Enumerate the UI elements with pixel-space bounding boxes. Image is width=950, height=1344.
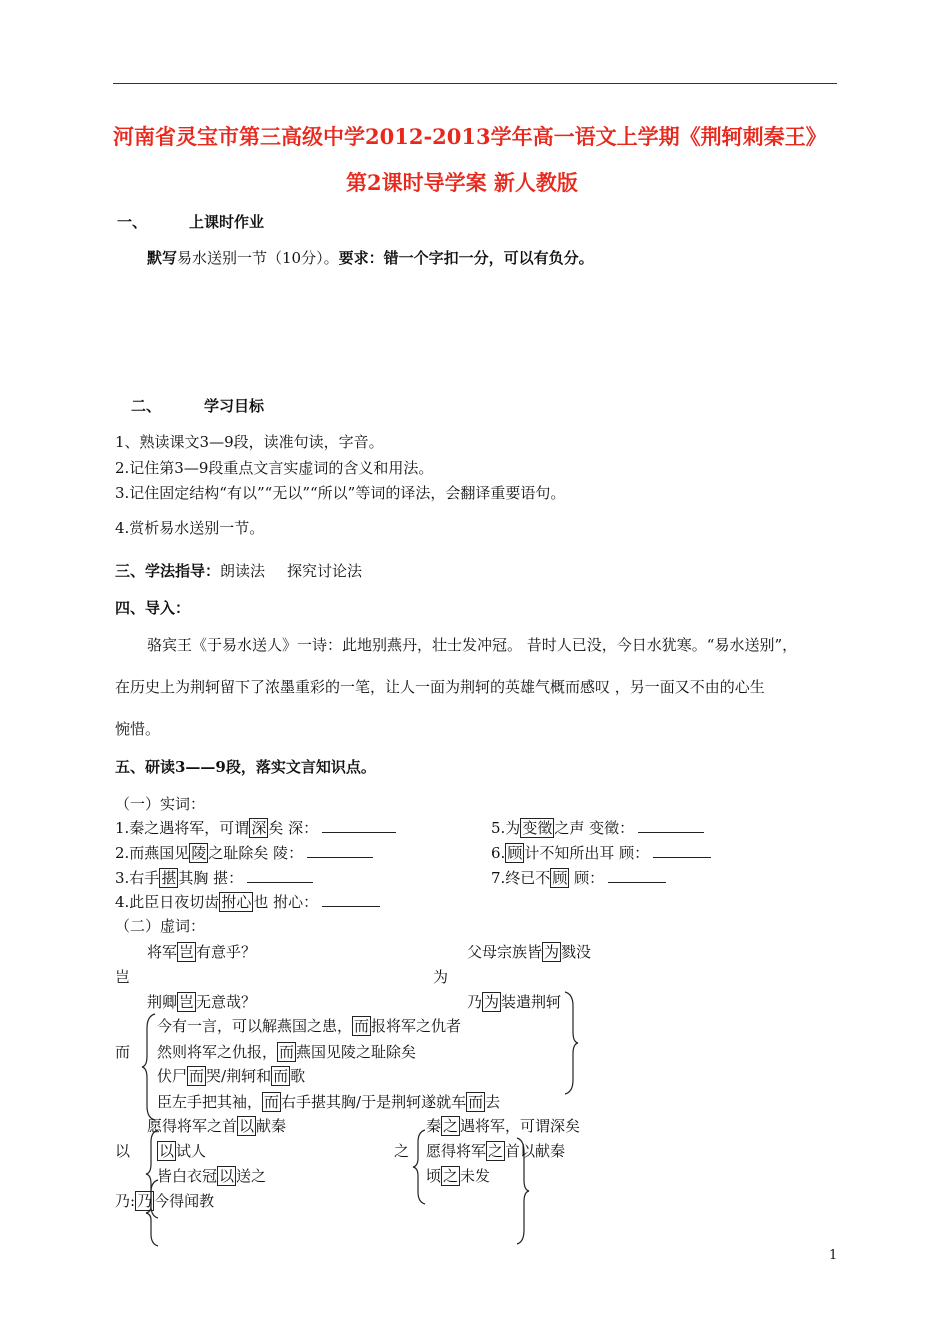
answer-blank	[638, 819, 704, 833]
shici-item	[115, 842, 373, 863]
item-text: 首以献秦	[505, 1142, 566, 1160]
xuci-char-nai: 乃:	[115, 1192, 136, 1210]
boxed-word: 而	[468, 1093, 484, 1111]
item-text: 未发	[460, 1167, 491, 1185]
title-line-2: 第2课时导学案 新人教版	[346, 170, 578, 195]
task-requirement: 要求：错一个字扣一分，可以有负分。	[338, 249, 594, 267]
item-text: 顾：	[569, 869, 605, 887]
method-1: 朗读法	[220, 562, 266, 580]
xuci-char-qi: 岂	[115, 968, 131, 986]
xuci-example	[467, 991, 561, 1012]
xuci-example	[157, 1091, 500, 1112]
left-brace-nai	[145, 1178, 161, 1248]
boxed-word: 变徵	[522, 819, 553, 837]
item-text: 6.	[491, 844, 506, 862]
goal-item: 2.记住第3—9段重点文言实虚词的含义和用法。	[115, 459, 434, 477]
xuci-label: （二）虚词：	[115, 917, 206, 935]
method-2: 探究讨论法	[287, 562, 363, 580]
shici-item	[491, 817, 704, 838]
shici-item	[115, 891, 380, 912]
boxed-word: 而	[264, 1093, 280, 1111]
item-text: 4.此臣日夜切齿	[115, 893, 220, 911]
xuci-example	[157, 1041, 416, 1062]
answer-blank	[307, 844, 373, 858]
section4-label: 四、导入：	[115, 599, 191, 617]
item-text: 愿得将军	[426, 1142, 487, 1160]
section3-label: 三、学法指导：	[115, 562, 221, 580]
boxed-word: 深	[251, 819, 267, 837]
xuci-example	[147, 941, 256, 962]
item-text: 1.秦之遇将军，可谓	[115, 819, 250, 837]
boxed-word: 为	[544, 943, 560, 961]
item-text: 今得闻教	[154, 1192, 215, 1210]
item-text: 乃	[467, 993, 483, 1011]
right-brace-er	[562, 990, 580, 1096]
xuci-char-er: 而	[115, 1043, 131, 1061]
boxed-word: 为	[484, 993, 500, 1011]
boxed-word: 陵	[191, 844, 207, 862]
intro-para-line: 骆宾王《于易水送人》一诗：此地别燕丹，壮士发冲冠。 昔时人已没，今日水犹寒。“易水送别”，	[147, 636, 798, 654]
item-text: 将军	[147, 943, 178, 961]
page-number: 1	[829, 1248, 838, 1263]
section5-label: 五、研读3——9段，落实文言知识点。	[115, 758, 376, 776]
task-middle: 易水送别一节（10分）。	[177, 249, 339, 267]
boxed-word: 乃	[137, 1192, 153, 1210]
item-text: 试人	[176, 1142, 207, 1160]
item-text: 也 拊心：	[253, 893, 319, 911]
shici-item	[115, 867, 313, 888]
xuci-example	[147, 991, 256, 1012]
item-text: 哭/荆轲和	[206, 1067, 272, 1085]
item-text: 7.终已不	[491, 869, 551, 887]
item-text: 歌	[290, 1067, 306, 1085]
boxed-word: 岂	[179, 993, 195, 1011]
item-text: 无意哉？	[196, 993, 257, 1011]
answer-blank	[653, 844, 711, 858]
boxed-word: 以	[219, 1167, 235, 1185]
xuci-example	[467, 941, 591, 962]
goal-item: 4.赏析易水送别一节。	[115, 519, 265, 537]
answer-blank	[322, 893, 380, 907]
item-text: 顷	[426, 1167, 442, 1185]
item-text: 右手揕其胸/于是荆轲遂就车	[281, 1093, 467, 1111]
boxed-word: 之	[443, 1167, 459, 1185]
task-prefix: 默写	[147, 249, 178, 267]
item-text: 装遣荆轲	[501, 993, 562, 1011]
boxed-word: 岂	[179, 943, 195, 961]
item-text: 其胸 揕：	[178, 869, 244, 887]
shici-item	[491, 867, 666, 888]
xuci-example	[157, 1015, 461, 1036]
item-text: 矣 深：	[268, 819, 319, 837]
item-text: 臣左手把其袖，	[157, 1093, 263, 1111]
section1-heading: 上课时作业	[189, 213, 265, 231]
section1-number: 一、	[117, 213, 148, 231]
item-text: 伏尸	[157, 1067, 188, 1085]
xuci-example	[426, 1140, 565, 1161]
item-text: 送之	[236, 1167, 267, 1185]
shici-item	[115, 817, 396, 838]
xuci-char-wei: 为	[433, 968, 449, 986]
xuci-char-yi: 以	[115, 1142, 131, 1160]
xuci-example	[157, 1165, 266, 1186]
boxed-word: 以	[159, 1142, 175, 1160]
boxed-word: 以	[239, 1117, 255, 1135]
boxed-word: 而	[354, 1017, 370, 1035]
item-text: 5.为	[491, 819, 521, 837]
boxed-word: 拊心	[221, 893, 252, 911]
item-text: 有意乎？	[196, 943, 257, 961]
answer-blank	[608, 869, 666, 883]
boxed-word: 顾	[507, 844, 523, 862]
item-text: 计不知所出耳 顾：	[524, 844, 650, 862]
xuci-char-zhi: 之	[394, 1142, 410, 1160]
item-text: 皆白衣冠	[157, 1167, 218, 1185]
boxed-word: 揕	[161, 869, 177, 887]
item-text: 献秦	[256, 1117, 287, 1135]
xuci-example	[426, 1165, 490, 1186]
item-text: 报将军之仇者	[371, 1017, 462, 1035]
boxed-word: 之	[488, 1142, 504, 1160]
xuci-example	[147, 1115, 286, 1136]
item-text: 秦	[426, 1117, 442, 1135]
shici-item	[491, 842, 711, 863]
section2-number: 二、	[131, 397, 162, 415]
section2-heading: 学习目标	[204, 397, 265, 415]
xuci-example	[157, 1140, 206, 1161]
boxed-word: 而	[273, 1067, 289, 1085]
boxed-word: 之	[443, 1117, 459, 1135]
intro-para-line: 在历史上为荆轲留下了浓墨重彩的一笔，让人一面为荆轲的英雄气概而感叹 ，另一面又不由的心生	[115, 678, 765, 696]
section1-task	[147, 247, 594, 268]
header-rule	[113, 83, 837, 84]
goal-item: 1、熟读课文3—9段，读准句读，字音。	[115, 433, 384, 451]
goal-item: 3.记住固定结构“有以”“无以”“所以”等词的译法，会翻译重要语句。	[115, 484, 566, 502]
item-text: 遇将军，可谓深矣	[460, 1117, 581, 1135]
boxed-word: 而	[279, 1043, 295, 1061]
answer-blank	[322, 819, 396, 833]
boxed-word: 顾	[552, 869, 568, 887]
item-text: 今有一言，可以解燕国之患，	[157, 1017, 353, 1035]
boxed-word: 而	[189, 1067, 205, 1085]
item-text: 3.右手	[115, 869, 160, 887]
item-text: 燕国见陵之耻除矣	[296, 1043, 417, 1061]
item-text: 愿得将军之首	[147, 1117, 238, 1135]
intro-para-line: 惋惜。	[115, 720, 161, 738]
shici-label: （一）实词：	[115, 795, 206, 813]
item-text: 然则将军之仇报，	[157, 1043, 278, 1061]
item-text: 2.而燕国见	[115, 844, 190, 862]
item-text: 父母宗族皆	[467, 943, 543, 961]
xuci-example	[157, 1065, 305, 1086]
item-text: 荆卿	[147, 993, 178, 1011]
xuci-example	[426, 1115, 580, 1136]
answer-blank	[247, 869, 313, 883]
item-text: 去	[485, 1093, 501, 1111]
item-text: 戮没	[561, 943, 592, 961]
title-line-1: 河南省灵宝市第三高级中学2012-2013学年高一语文上学期《荆轲刺秦王》	[113, 124, 827, 149]
section3	[115, 560, 362, 581]
item-text: 之声 变徵：	[554, 819, 635, 837]
xuci-example-nai	[115, 1190, 214, 1211]
item-text: 之耻除矣 陵：	[208, 844, 304, 862]
